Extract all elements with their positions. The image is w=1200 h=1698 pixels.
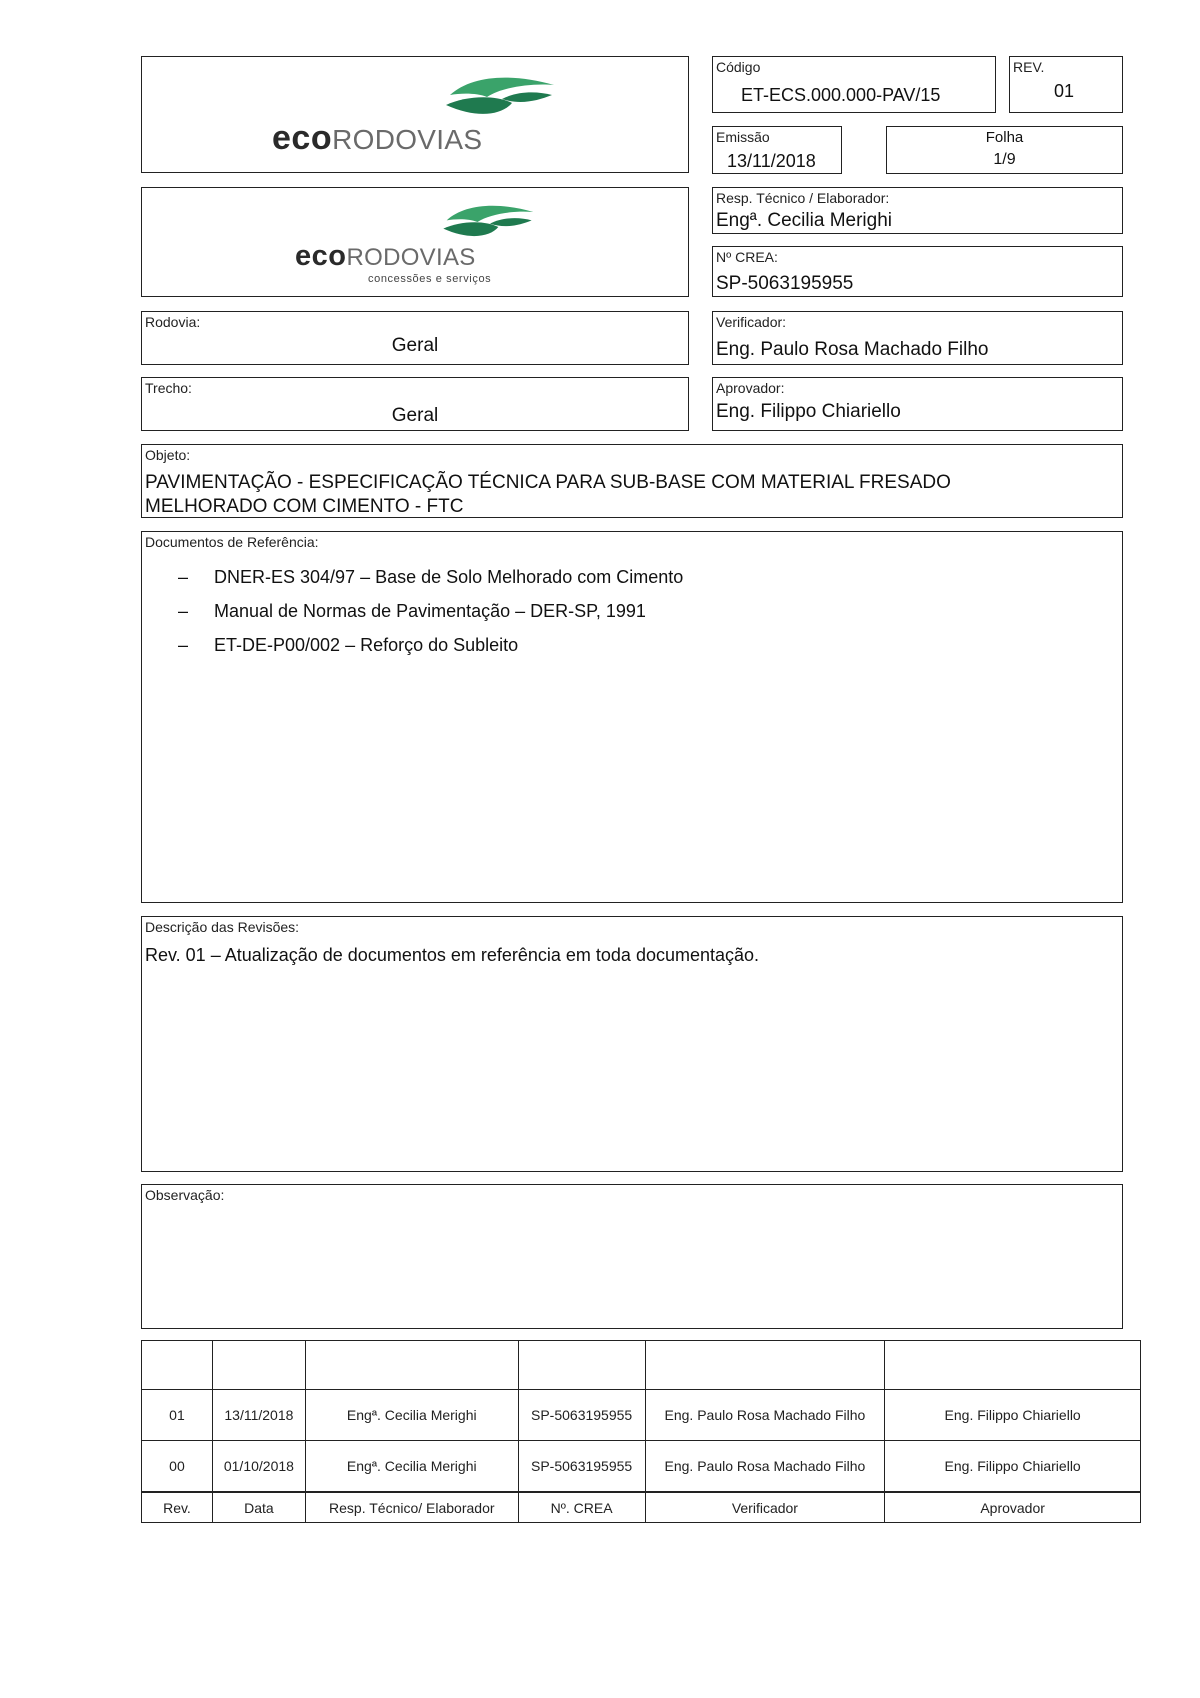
emissao-label: Emissão (716, 129, 770, 145)
table-row-blank (142, 1341, 1141, 1390)
ecorodovias-leaf-icon (442, 73, 562, 121)
resp-tecnico-box (712, 187, 1123, 234)
referencia-item: – DNER-ES 304/97 – Base de Solo Melhorado com Cimento (178, 567, 684, 587)
revisoes-box (141, 916, 1123, 1172)
referencias-list (178, 560, 683, 662)
revision-table (141, 1340, 1141, 1523)
col-header-verificador: Verificador (645, 1492, 885, 1523)
resp-tecnico-value: Engª. Cecilia Merighi (716, 210, 892, 231)
col-header-resp: Resp. Técnico/ Elaborador (305, 1492, 518, 1523)
codigo-box (712, 56, 996, 113)
rodovia-box (141, 311, 689, 365)
verificador-box (712, 311, 1123, 365)
objeto-box (141, 444, 1123, 518)
objeto-text (145, 471, 951, 519)
rev-box (1009, 56, 1123, 113)
aprovador-value: Eng. Filippo Chiariello (716, 401, 901, 422)
table-row: 01 13/11/2018 Engª. Cecilia Merighi SP-5063195955 Eng. Paulo Rosa Machado Filho Eng. Filippo Chiariello (142, 1390, 1141, 1441)
aprovador-label: Aprovador: (716, 380, 785, 396)
observacao-box (141, 1184, 1123, 1329)
logo-wordmark (295, 240, 476, 273)
revisoes-text: Rev. 01 – Atualização de documentos em referência em toda documentação. (145, 945, 760, 965)
objeto-label: Objeto: (145, 447, 191, 463)
verificador-value: Eng. Paulo Rosa Machado Filho (716, 339, 989, 360)
logo-eco: eco (272, 119, 333, 157)
emissao-value: 13/11/2018 (727, 151, 816, 171)
referencias-box (141, 531, 1123, 903)
referencia-item: – ET-DE-P00/002 – Reforço do Subleito (178, 635, 519, 655)
rev-value: 01 (1054, 81, 1075, 101)
rev-label: REV. (1013, 59, 1045, 75)
logo-tagline: concessões e serviços (368, 273, 492, 285)
folha-value: 1/9 (993, 151, 1016, 168)
verificador-label: Verificador: (716, 314, 787, 330)
logo-rodovias: RODOVIAS (346, 244, 476, 271)
folha-box (886, 126, 1123, 174)
aprovador-box (712, 377, 1123, 431)
logo-box-secondary (141, 187, 689, 297)
logo-wordmark (272, 119, 482, 158)
rodovia-label: Rodovia: (145, 314, 201, 330)
referencias-label: Documentos de Referência: (145, 534, 319, 550)
trecho-value: Geral (391, 405, 439, 426)
crea-label: Nº CREA: (716, 249, 778, 265)
col-header-data: Data (212, 1492, 305, 1523)
table-row: 00 01/10/2018 Engª. Cecilia Merighi SP-5063195955 Eng. Paulo Rosa Machado Filho Eng. Filippo Chiariello (142, 1441, 1141, 1493)
emissao-box (712, 126, 842, 174)
crea-value: SP-5063195955 (716, 273, 854, 294)
rodovia-value: Geral (391, 335, 439, 356)
resp-tecnico-label: Resp. Técnico / Elaborador: (716, 190, 890, 206)
trecho-label: Trecho: (145, 380, 192, 396)
logo-eco: eco (295, 240, 347, 272)
folha-label: Folha (985, 129, 1024, 146)
ecorodovias-leaf-icon (440, 202, 540, 242)
logo-rodovias: RODOVIAS (332, 124, 483, 155)
col-header-aprovador: Aprovador (885, 1492, 1141, 1523)
objeto-line-1: PAVIMENTAÇÃO - ESPECIFICAÇÃO TÉCNICA PARA SUB-BASE COM MATERIAL FRESADO (145, 472, 951, 493)
col-header-crea: Nº. CREA (518, 1492, 645, 1523)
referencia-item: – Manual de Normas de Pavimentação – DER-SP, 1991 (178, 601, 646, 621)
codigo-value: ET-ECS.000.000-PAV/15 (741, 85, 941, 105)
codigo-label: Código (716, 59, 761, 75)
crea-box (712, 246, 1123, 297)
table-header-row (142, 1492, 1141, 1523)
objeto-line-2: MELHORADO COM CIMENTO - FTC (145, 496, 464, 517)
revisoes-label: Descrição das Revisões: (145, 919, 300, 935)
logo-box-main (141, 56, 689, 173)
observacao-label: Observação: (145, 1187, 225, 1203)
col-header-rev: Rev. (142, 1492, 213, 1523)
trecho-box (141, 377, 689, 431)
